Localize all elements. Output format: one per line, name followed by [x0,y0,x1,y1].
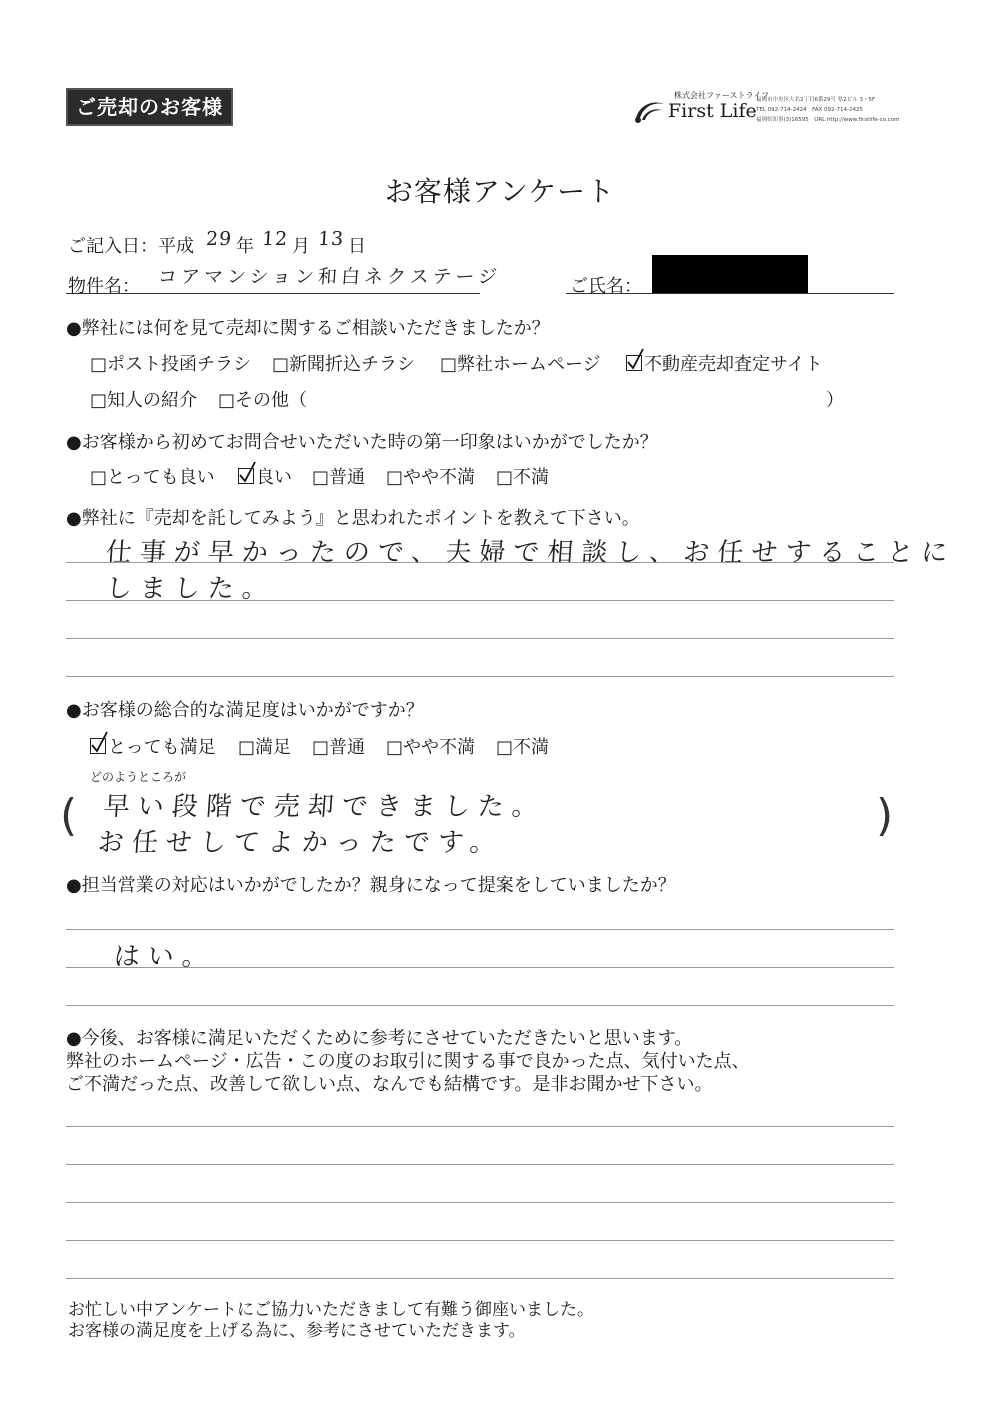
q6-line: ご不満だった点、改善して欲しい点、なんでも結構です。是非お聞かせ下さい。 [66,1074,713,1095]
redacted-name [652,255,808,294]
answer-line-rule [66,1278,894,1279]
q1-option-assessment-site[interactable] [626,350,823,376]
q1-option-newspaper[interactable]: □新聞折込チラシ [272,354,416,375]
q5-question: ●担当営業の対応はいかがでしたか？親身になって提案をしていましたか？ [66,875,676,896]
q2-option-unsatisfied[interactable]: □不満 [496,467,550,488]
q4-option-very-satisfied[interactable] [90,733,216,759]
q4-answer-line: お任せしてよかったです。 [96,828,505,858]
year-unit: 年 [236,236,254,257]
answer-line-rule [66,1126,894,1127]
q2-question: ●お客様から初めてお問合せいただいた時の第一印象はいかがでしたか？ [66,432,658,453]
q4-sub-label: どのようところが [90,770,187,784]
company-logo [632,90,769,126]
q2-option-very-good[interactable]: □とっても良い [90,467,215,488]
property-underline [66,293,480,294]
answer-line-rule [66,1164,894,1165]
company-name: First Life [668,100,757,122]
footer-line: お忙しい中アンケートにご協力いただきまして有難う御座いました。 [68,1300,594,1320]
q4-option-unsatisfied[interactable]: □不満 [496,737,550,758]
address-line: 福岡県知事(3)16595 URL http://www.firstlife-co.com [756,117,900,123]
date-day: 13 [317,228,345,250]
q3-answer-line: 仕事が早かったので、夫婦で相談し、お任せすることに [104,538,957,568]
address-line: 福岡市中央区大名2丁目6番29号 県2ビル 3・5F [756,97,876,103]
q3-question: ●弊社に『売却を託してみよう』と思われたポイントを教えて下さい。 [66,508,640,529]
q1-question: ●弊社には何を見て売却に関するご相談いただきましたか？ [66,318,550,339]
company-address [756,95,899,125]
checked-box-icon [626,355,642,371]
left-bracket: ( [60,790,78,841]
q1-option-homepage[interactable]: □弊社ホームページ [440,354,601,375]
day-unit: 日 [348,236,366,257]
property-label: 物件名： [68,276,140,297]
q2-option-good[interactable] [238,463,292,489]
q1-other-close-paren: ） [826,390,844,411]
q3-answer-line: しました。 [104,574,277,604]
q4-option-somewhat-unsatisfied[interactable]: □やや不満 [386,737,476,758]
answer-line-rule [66,929,894,930]
checked-box-icon [90,738,106,754]
checked-box-icon [238,468,254,484]
answer-line-rule [66,1005,894,1006]
q4-option-normal[interactable]: □普通 [312,737,366,758]
property-name: コアマンション和白ネクステージ [157,266,502,288]
answer-line-rule [66,967,894,968]
page-title: お客様アンケート [384,175,616,208]
q4-answer-line: 早い段階で売却できました。 [102,792,547,822]
q2-option-somewhat-unsatisfied[interactable]: □やや不満 [386,467,476,488]
answer-line-rule [66,638,894,639]
q1-option-friend[interactable]: □知人の紹介 [90,390,198,411]
month-unit: 月 [292,236,310,257]
footer-line: お客様の満足度を上げる為に、参考にさせていただきます。 [68,1321,526,1341]
q4-option-satisfied[interactable]: □満足 [238,737,292,758]
answer-line-rule [66,562,894,563]
q1-option-assessment-label: 不動産売却査定サイト [644,354,823,375]
q6-line: 弊社のホームページ・広告・この度のお取引に関する事で良かった点、気付いた点、 [66,1051,750,1072]
date-year: 29 [205,228,233,250]
name-label: ご氏名： [570,276,642,297]
swoosh-logo-icon [632,96,666,124]
q2-option-good-label: 良い [256,467,292,488]
q4-option-very-satisfied-label: とっても満足 [108,737,216,758]
right-bracket: ) [876,790,894,841]
answer-line-rule [66,1240,894,1241]
q1-option-other[interactable]: □その他（ [218,390,308,411]
answer-line-rule [66,1202,894,1203]
address-line: TEL 092-714-2424 FAX 092-714-2425 [756,107,864,113]
seller-badge: ご売却のお客様 [66,88,233,126]
q2-option-normal[interactable]: □普通 [312,467,366,488]
date-label: ご記入日：平成 [68,236,194,257]
q4-question: ●お客様の総合的な満足度はいかがですか？ [66,700,424,721]
q1-option-post[interactable]: □ポスト投函チラシ [90,354,252,375]
company-small-name: 株式会社ファーストライフ [674,91,769,100]
answer-line-rule [66,676,894,677]
name-underline [566,293,894,294]
q6-line: ●今後、お客様に満足いただくために参考にさせていただきたいと思います。 [66,1028,693,1049]
answer-line-rule [66,600,894,601]
q5-answer: はい。 [112,942,217,972]
date-month: 12 [261,228,289,250]
